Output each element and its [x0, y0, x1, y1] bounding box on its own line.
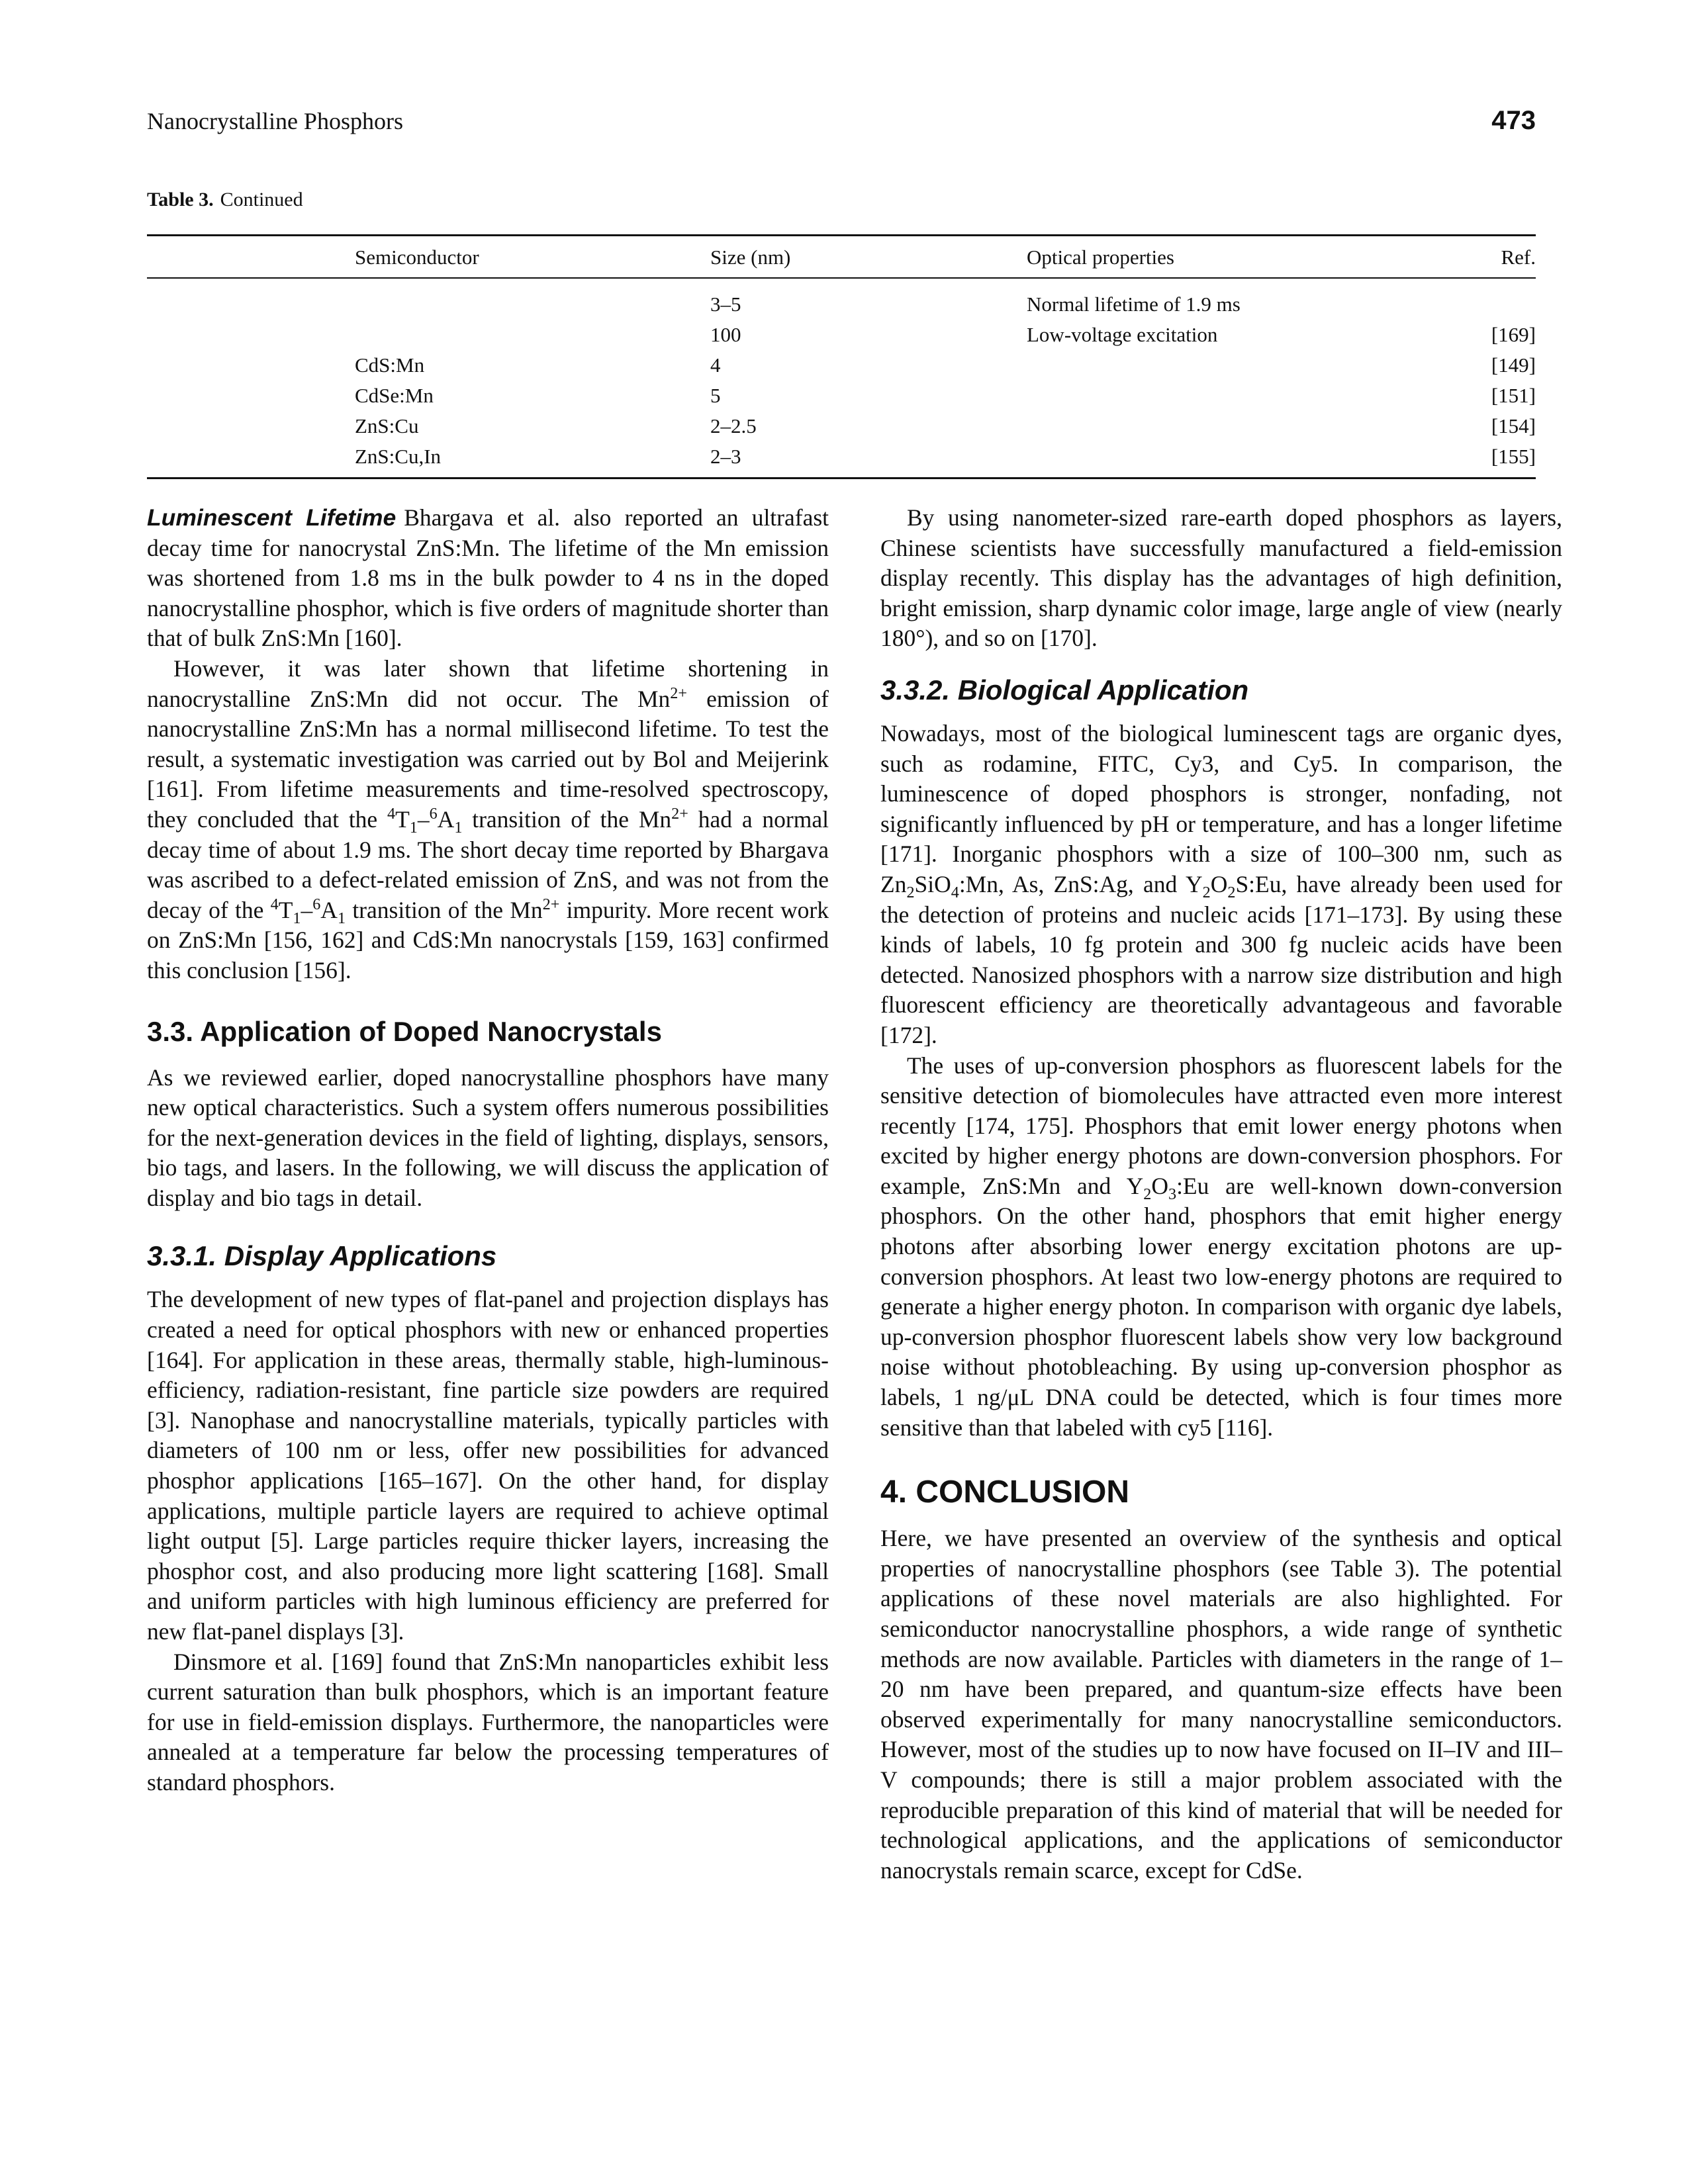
table-row — [147, 381, 1536, 411]
superscript: 6 — [429, 805, 438, 823]
text: O — [1210, 870, 1228, 897]
text: – — [417, 805, 430, 833]
cell — [147, 381, 355, 411]
text: transition of the Mn — [346, 896, 543, 923]
table-row — [147, 320, 1536, 350]
text: SiO — [914, 870, 951, 897]
superscript: 2+ — [671, 805, 688, 823]
cell: ZnS:Cu,In — [355, 445, 442, 468]
cell — [1027, 381, 1380, 411]
col-header-semiconductor: Semiconductor — [355, 246, 479, 269]
cell: Normal lifetime of 1.9 ms — [1027, 293, 1241, 316]
running-title: Nanocrystalline Phosphors — [147, 108, 403, 134]
subsection-heading-3-3-2: 3.3.2. Biological Application — [880, 674, 1249, 705]
text: – — [301, 896, 313, 923]
paragraph-dinsmore: Dinsmore et al. [169] found that ZnS:Mn nanoparticles exhibit less current saturation than bulk phosphors, which is an important feature for use in field-emission displays. Furthermore, the nanoparticles were annealed at a temperature far below the processing temperatures of standard phosphors. — [147, 1648, 829, 1796]
subscript: 1 — [293, 909, 301, 927]
col-header-optical: Optical properties — [1027, 246, 1174, 269]
table-caption — [147, 189, 303, 211]
superscript: 6 — [312, 895, 321, 913]
superscript: 2+ — [670, 684, 687, 702]
col-header-blank — [147, 236, 355, 279]
superscript: 4 — [270, 895, 279, 913]
subscript: 1 — [454, 819, 463, 837]
cell — [147, 411, 355, 441]
page-number: 473 — [1491, 106, 1536, 135]
cell — [147, 350, 355, 381]
cell: 2–3 — [710, 445, 741, 468]
table-row — [147, 278, 1536, 320]
paragraph-field-emission-display: By using nanometer-sized rare-earth doped phosphors as layers, Chinese scientists have successfully manufactured a field-emission display recently. This display has the advantages of high definition, bright emission, sharp dynamic color image, large angle of view (nearly 180°), and so on [170]. — [880, 504, 1562, 652]
cell: 5 — [710, 384, 721, 407]
table-caption-label: Table 3. — [147, 189, 214, 210]
text: emission of nanocrystalline ZnS:Mn has a normal millisecond lifetime. To test the result, a systematic investigation was carried out by Bol and Meijerink [161]. From lifetime measurements and time-resolved spectroscopy, they concluded that the — [147, 685, 829, 833]
cell — [1380, 278, 1536, 320]
subscript: 1 — [337, 909, 346, 927]
section-heading-3-3: 3.3. Application of Doped Nanocrystals — [147, 1015, 662, 1047]
cell: [149] — [1491, 353, 1536, 377]
cell — [147, 320, 355, 350]
subscript: 4 — [951, 884, 959, 902]
paragraph-display-development: The development of new types of flat-panel and projection displays has created a need for optical phosphors with new or enhanced properties [164]. For application in these areas, thermally stable, high-luminous-efficiency, radiation-resistant, fine particle size powders are required [3]. Nanophase and nanocrystalline materials, typically particles with diameters of 100 nm or less, offer new possibilities for advanced phosphor applications [165–167]. On the other hand, for display applications, multiple particle layers are required to achieve optimal light output [5]. Large particles require thicker layers, increasing the phosphor cost, and also producing more light scattering [168]. Small and uniform particles with high luminous efficiency are preferred for new flat-panel displays [3]. — [147, 1286, 829, 1645]
text: S:Eu, have already been used for the detection of proteins and nucleic acids [171–173]. By using these kinds of labels, 10 fg protein and 300 fg nucleic acids have been detected. Nanosized phosphors with a narrow size distribution and high fluorescent efficiency are theoretically advantageous and favorable [172]. — [880, 870, 1562, 1048]
paragraph-up-conversion — [880, 1051, 1562, 1443]
superscript: 2+ — [542, 895, 560, 913]
cell — [147, 441, 355, 478]
data-table — [147, 234, 1536, 479]
cell: [169] — [1491, 323, 1536, 346]
text: A — [320, 896, 338, 923]
subscript: 2 — [1202, 884, 1211, 902]
table-3-continued — [147, 234, 1536, 479]
text: A — [437, 805, 455, 833]
cell: 3–5 — [710, 293, 741, 316]
cell: CdSe:Mn — [355, 384, 434, 407]
text: :Eu are well-known down-conversion phosphors. On the other hand, phosphors that emit higher energy photons after absorbing lower energy excitation photons are up-conversion phosphors. At least two low-energy photons are required to generate a higher energy photon. In comparison with organic dye labels, up-conversion phosphor fluorescent labels show very low background noise without photobleaching. By using up-conversion phosphor as labels, 1 ng/μL DNA could be detected, which is four times more sensitive than that labeled with cy5 [116]. — [880, 1172, 1562, 1441]
cell: 2–2.5 — [710, 414, 757, 437]
runin-heading: Luminescent Lifetime — [147, 504, 397, 531]
text: O — [1151, 1172, 1168, 1199]
text: had a normal decay time of about 1.9 ms. The short decay time reported by Bhargava was ascribed to a defect-related emission of ZnS, and was not from the decay of the — [147, 805, 829, 923]
col-header-size: Size (nm) — [710, 246, 791, 269]
cell: 4 — [710, 353, 721, 377]
cell: Low-voltage excitation — [1027, 323, 1218, 346]
text: Nowadays, most of the biological luminescent tags are organic dyes, such as rodamine, FITC, Cy3, and Cy5. In comparison, the luminescence of doped phosphors is stronger, nonfading, not significantly influenced by pH or temperature, and has a longer lifetime [171]. Inorganic phosphors with a size of 100–300 nm, such as Zn — [880, 719, 1562, 897]
paragraph-application-intro: As we reviewed earlier, doped nanocrystalline phosphors have many new optical characteristics. Such a system offers numerous possibilities for the next-generation devices in the field of lighting, displays, sensors, bio tags, and lasers. In the following, we will discuss the application of display and bio tags in detail. — [147, 1064, 829, 1211]
text: transition of the Mn — [462, 805, 672, 833]
cell — [1027, 411, 1380, 441]
paragraph-luminescent-lifetime — [147, 503, 829, 654]
subsection-heading-3-3-1: 3.3.1. Display Applications — [147, 1240, 497, 1272]
subscript: 2 — [906, 884, 915, 902]
cell — [147, 278, 355, 320]
cell — [355, 320, 710, 350]
text: However, it was later shown that lifetime shortening in nanocrystalline ZnS:Mn did not occur. The Mn — [147, 655, 829, 712]
running-head — [147, 106, 1536, 136]
cell: [154] — [1491, 414, 1536, 437]
paragraph-text: Bhargava et al. also reported an ultrafast decay time for nanocrystal ZnS:Mn. The lifetime of the Mn emission was shortened from 1.8 ms in the bulk powder to 4 ns in the doped nanocrystalline phosphor, which is five orders of magnitude shorter than that of bulk ZnS:Mn [160]. — [147, 504, 829, 652]
cell — [1027, 350, 1380, 381]
section-heading-conclusion: 4. CONCLUSION — [880, 1475, 1130, 1510]
superscript: 4 — [387, 805, 396, 823]
subscript: 1 — [409, 819, 418, 837]
table-row — [147, 350, 1536, 381]
cell: [155] — [1491, 445, 1536, 468]
cell: [151] — [1491, 384, 1536, 407]
text: :Mn, As, ZnS:Ag, and Y — [959, 870, 1203, 897]
table-header-row — [147, 236, 1536, 279]
col-header-ref: Ref. — [1501, 246, 1536, 269]
text: impurity. More recent work on ZnS:Mn [156, 162] and CdS:Mn nanocrystals [159, 163] confirmed this conclusion [156]. — [147, 896, 829, 983]
subscript: 2 — [1143, 1185, 1152, 1203]
cell — [355, 278, 710, 320]
cell: ZnS:Cu — [355, 414, 419, 437]
text: T — [278, 896, 293, 923]
cell: CdS:Mn — [355, 353, 425, 377]
subscript: 2 — [1227, 884, 1236, 902]
table-row — [147, 441, 1536, 478]
text: T — [395, 805, 410, 833]
subscript: 3 — [1168, 1185, 1177, 1203]
right-column — [880, 503, 1562, 1886]
table-row — [147, 411, 1536, 441]
table-caption-text: Continued — [220, 189, 303, 210]
text: The uses of up-conversion phosphors as fluorescent labels for the sensitive detection of biomolecules have attracted even more interest recently [174, 175]. Phosphors that emit lower energy photons when excited by higher energy photons are down-conversion phosphors. For example, ZnS:Mn and Y — [880, 1052, 1562, 1199]
paragraph-conclusion: Here, we have presented an overview of the synthesis and optical properties of nanocrystalline phosphors (see Table 3). The potential applications of these novel materials are also highlighted. For semiconductor nanocrystalline phosphors, a wide range of synthetic methods are now available. Particles with diameters in the range of 1–20 nm have been prepared, and quantum-size effects have been observed experimentally for many nanocrystalline semiconductors. However, most of the studies up to now have focused on II–IV and III–V compounds; there is still a major problem associated with the reproducible preparation of this kind of material that will be needed for technological applications, and the applications of semiconductor nanocrystals remain scarce, except for CdSe. — [880, 1525, 1562, 1884]
paragraph-biological-tags — [880, 719, 1562, 1051]
paragraph-lifetime-shortening — [147, 654, 829, 986]
cell — [1027, 441, 1380, 478]
left-column — [147, 503, 829, 1798]
cell: 100 — [710, 323, 741, 346]
